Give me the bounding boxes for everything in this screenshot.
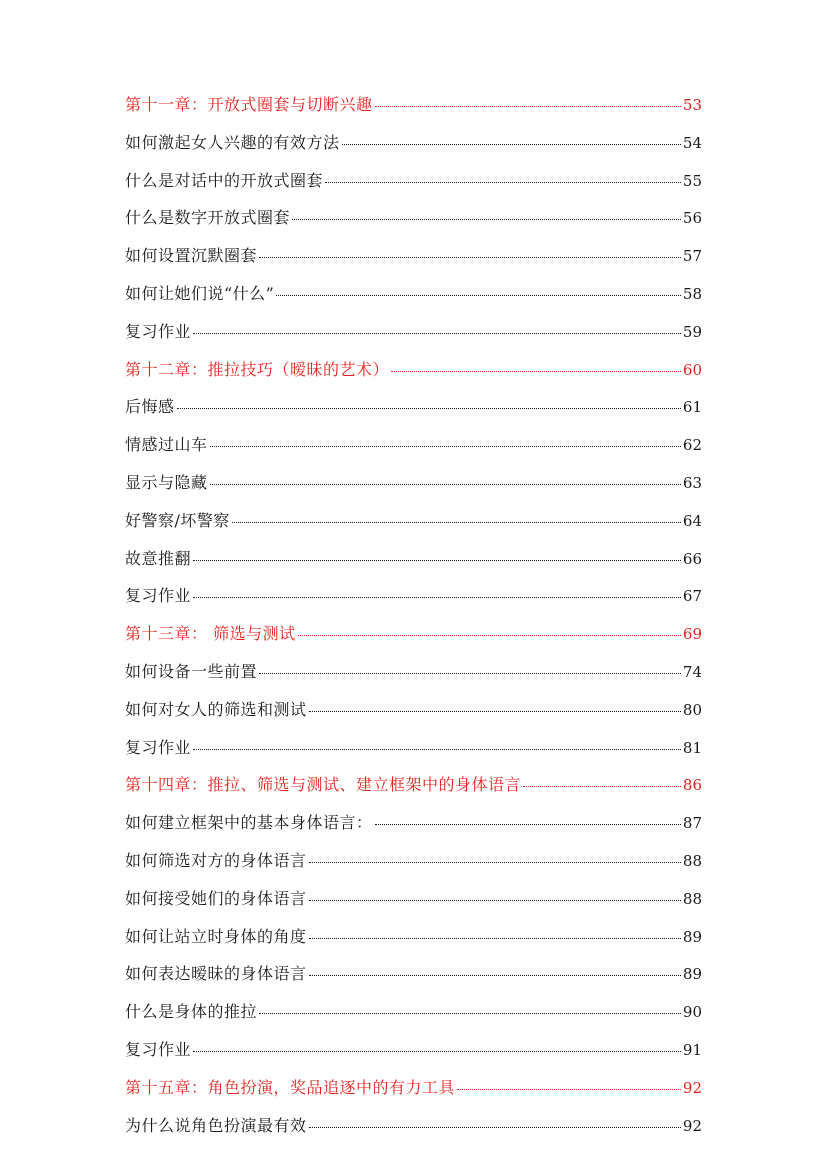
toc-chapter-entry[interactable] xyxy=(125,621,702,659)
toc-entry-page-number: 89 xyxy=(682,965,702,984)
toc-entry-title: 如何建立框架中的基本身体语言： xyxy=(125,813,373,833)
dot-leader xyxy=(193,333,681,334)
toc-entry-title: 如何表达暧昧的身体语言 xyxy=(125,964,307,984)
toc-entry-page-number: 88 xyxy=(682,851,702,870)
toc-entry-page-number: 53 xyxy=(682,96,702,114)
dot-leader xyxy=(309,900,681,901)
toc-section-entry[interactable] xyxy=(125,281,702,319)
dot-leader xyxy=(309,862,681,863)
dot-leader xyxy=(232,522,681,523)
toc-chapter-entry[interactable] xyxy=(125,1075,702,1113)
toc-entry-page-number: 67 xyxy=(682,587,702,606)
toc-section-entry[interactable] xyxy=(125,470,702,508)
dot-leader xyxy=(457,1089,681,1090)
toc-entry-page-number: 62 xyxy=(682,436,702,455)
toc-section-entry[interactable] xyxy=(125,394,702,432)
toc-entry-page-number: 92 xyxy=(682,1078,702,1097)
toc-entry-page-number: 66 xyxy=(682,549,702,568)
toc-section-entry[interactable] xyxy=(125,1113,702,1151)
toc-entry-page-number: 91 xyxy=(682,1040,702,1059)
toc-section-entry[interactable] xyxy=(125,243,702,281)
dot-leader xyxy=(523,786,681,787)
toc-entry-title: 情感过山车 xyxy=(125,435,208,455)
dot-leader xyxy=(309,975,681,976)
toc-section-entry[interactable] xyxy=(125,508,702,546)
toc-entry-title: 第十二章：推拉技巧（暧昧的艺术） xyxy=(125,359,390,379)
toc-entry-title: 复习作业 xyxy=(125,321,192,341)
toc-section-entry[interactable] xyxy=(125,1037,702,1075)
toc-entry-page-number: 60 xyxy=(682,360,702,379)
toc-section-entry[interactable] xyxy=(125,205,702,243)
toc-entry-title: 第十三章： 筛选与测试 xyxy=(125,624,296,644)
toc-entry-title: 故意推翻 xyxy=(125,548,192,568)
toc-section-entry[interactable] xyxy=(125,583,702,621)
toc-entry-title: 如何让她们说“什么” xyxy=(125,283,275,303)
dot-leader xyxy=(342,144,681,145)
toc-entry-title: 如何对女人的筛选和测试 xyxy=(125,699,307,719)
toc-entry-title: 为什么说角色扮演最有效 xyxy=(125,1115,307,1135)
dot-leader xyxy=(309,711,681,712)
dot-leader xyxy=(309,938,681,939)
dot-leader xyxy=(375,824,681,825)
toc-section-entry[interactable] xyxy=(125,546,702,584)
toc-entry-title: 如何筛选对方的身体语言 xyxy=(125,850,307,870)
toc-entry-page-number: 86 xyxy=(682,776,702,795)
toc-entry-page-number: 81 xyxy=(682,738,702,757)
toc-entry-title: 第十四章：推拉、筛选与测试、建立框架中的身体语言 xyxy=(125,775,522,795)
toc-entry-title: 什么是数字开放式圈套 xyxy=(125,208,291,228)
toc-entry-page-number: 88 xyxy=(682,889,702,908)
toc-entry-page-number: 57 xyxy=(682,247,702,266)
toc-entry-page-number: 74 xyxy=(682,662,702,681)
toc-section-entry[interactable] xyxy=(125,319,702,357)
toc-entry-page-number: 59 xyxy=(682,322,702,341)
toc-entry-page-number: 54 xyxy=(682,133,702,152)
dot-leader xyxy=(177,408,681,409)
dot-leader xyxy=(259,1013,681,1014)
toc-entry-title: 如何激起女人兴趣的有效方法 xyxy=(125,132,340,152)
toc-entry-title: 如何让站立时身体的角度 xyxy=(125,926,307,946)
dot-leader xyxy=(193,560,681,561)
toc-section-entry[interactable] xyxy=(125,848,702,886)
dot-leader xyxy=(391,371,681,372)
dot-leader xyxy=(309,1127,681,1128)
toc-entry-title: 复习作业 xyxy=(125,1039,192,1059)
toc-entry-page-number: 56 xyxy=(682,209,702,228)
toc-entry-title: 什么是身体的推拉 xyxy=(125,1002,258,1022)
dot-leader xyxy=(193,597,681,598)
toc-section-entry[interactable] xyxy=(125,432,702,470)
dot-leader xyxy=(375,106,681,107)
toc-section-entry[interactable] xyxy=(125,659,702,697)
toc-entry-title: 什么是对话中的开放式圈套 xyxy=(125,170,324,190)
toc-entry-page-number: 90 xyxy=(682,1003,702,1022)
dot-leader xyxy=(210,446,681,447)
toc-section-entry[interactable] xyxy=(125,697,702,735)
toc-chapter-entry[interactable] xyxy=(125,772,702,810)
toc-entry-page-number: 55 xyxy=(682,171,702,190)
toc-entry-page-number: 80 xyxy=(682,700,702,719)
dot-leader xyxy=(193,749,681,750)
toc-section-entry[interactable] xyxy=(125,886,702,924)
toc-entry-title: 显示与隐藏 xyxy=(125,472,208,492)
dot-leader xyxy=(259,673,681,674)
toc-entry-title: 第十一章：开放式圈套与切断兴趣 xyxy=(125,95,373,114)
toc-section-entry[interactable] xyxy=(125,810,702,848)
toc-chapter-entry[interactable] xyxy=(125,92,702,130)
toc-entry-page-number: 63 xyxy=(682,473,702,492)
toc-entry-page-number: 89 xyxy=(682,927,702,946)
toc-entry-page-number: 87 xyxy=(682,814,702,833)
toc-section-entry[interactable] xyxy=(125,924,702,962)
toc-section-entry[interactable] xyxy=(125,130,702,168)
toc-entry-page-number: 61 xyxy=(682,398,702,417)
toc-entry-page-number: 58 xyxy=(682,284,702,303)
toc-section-entry[interactable] xyxy=(125,168,702,206)
dot-leader xyxy=(259,257,681,258)
table-of-contents xyxy=(125,92,702,1150)
toc-entry-title: 如何设备一些前置 xyxy=(125,661,258,681)
toc-entry-page-number: 69 xyxy=(682,625,702,644)
toc-entry-page-number: 64 xyxy=(682,511,702,530)
dot-leader xyxy=(276,295,681,296)
toc-section-entry[interactable] xyxy=(125,999,702,1037)
toc-entry-title: 后悔感 xyxy=(125,397,175,417)
toc-entry-title: 复习作业 xyxy=(125,737,192,757)
dot-leader xyxy=(325,182,681,183)
dot-leader xyxy=(292,219,681,220)
toc-section-entry[interactable] xyxy=(125,735,702,773)
dot-leader xyxy=(210,484,681,485)
toc-entry-title: 如何设置沉默圈套 xyxy=(125,246,258,266)
toc-section-entry[interactable] xyxy=(125,961,702,999)
toc-entry-title: 好警察/坏警察 xyxy=(125,510,230,530)
toc-entry-title: 第十五章：角色扮演，奖品追逐中的有力工具 xyxy=(125,1077,456,1097)
dot-leader xyxy=(298,635,681,636)
toc-chapter-entry[interactable] xyxy=(125,357,702,395)
toc-entry-title: 如何接受她们的身体语言 xyxy=(125,888,307,908)
toc-entry-page-number: 92 xyxy=(682,1116,702,1135)
toc-entry-title: 复习作业 xyxy=(125,586,192,606)
dot-leader xyxy=(193,1051,681,1052)
